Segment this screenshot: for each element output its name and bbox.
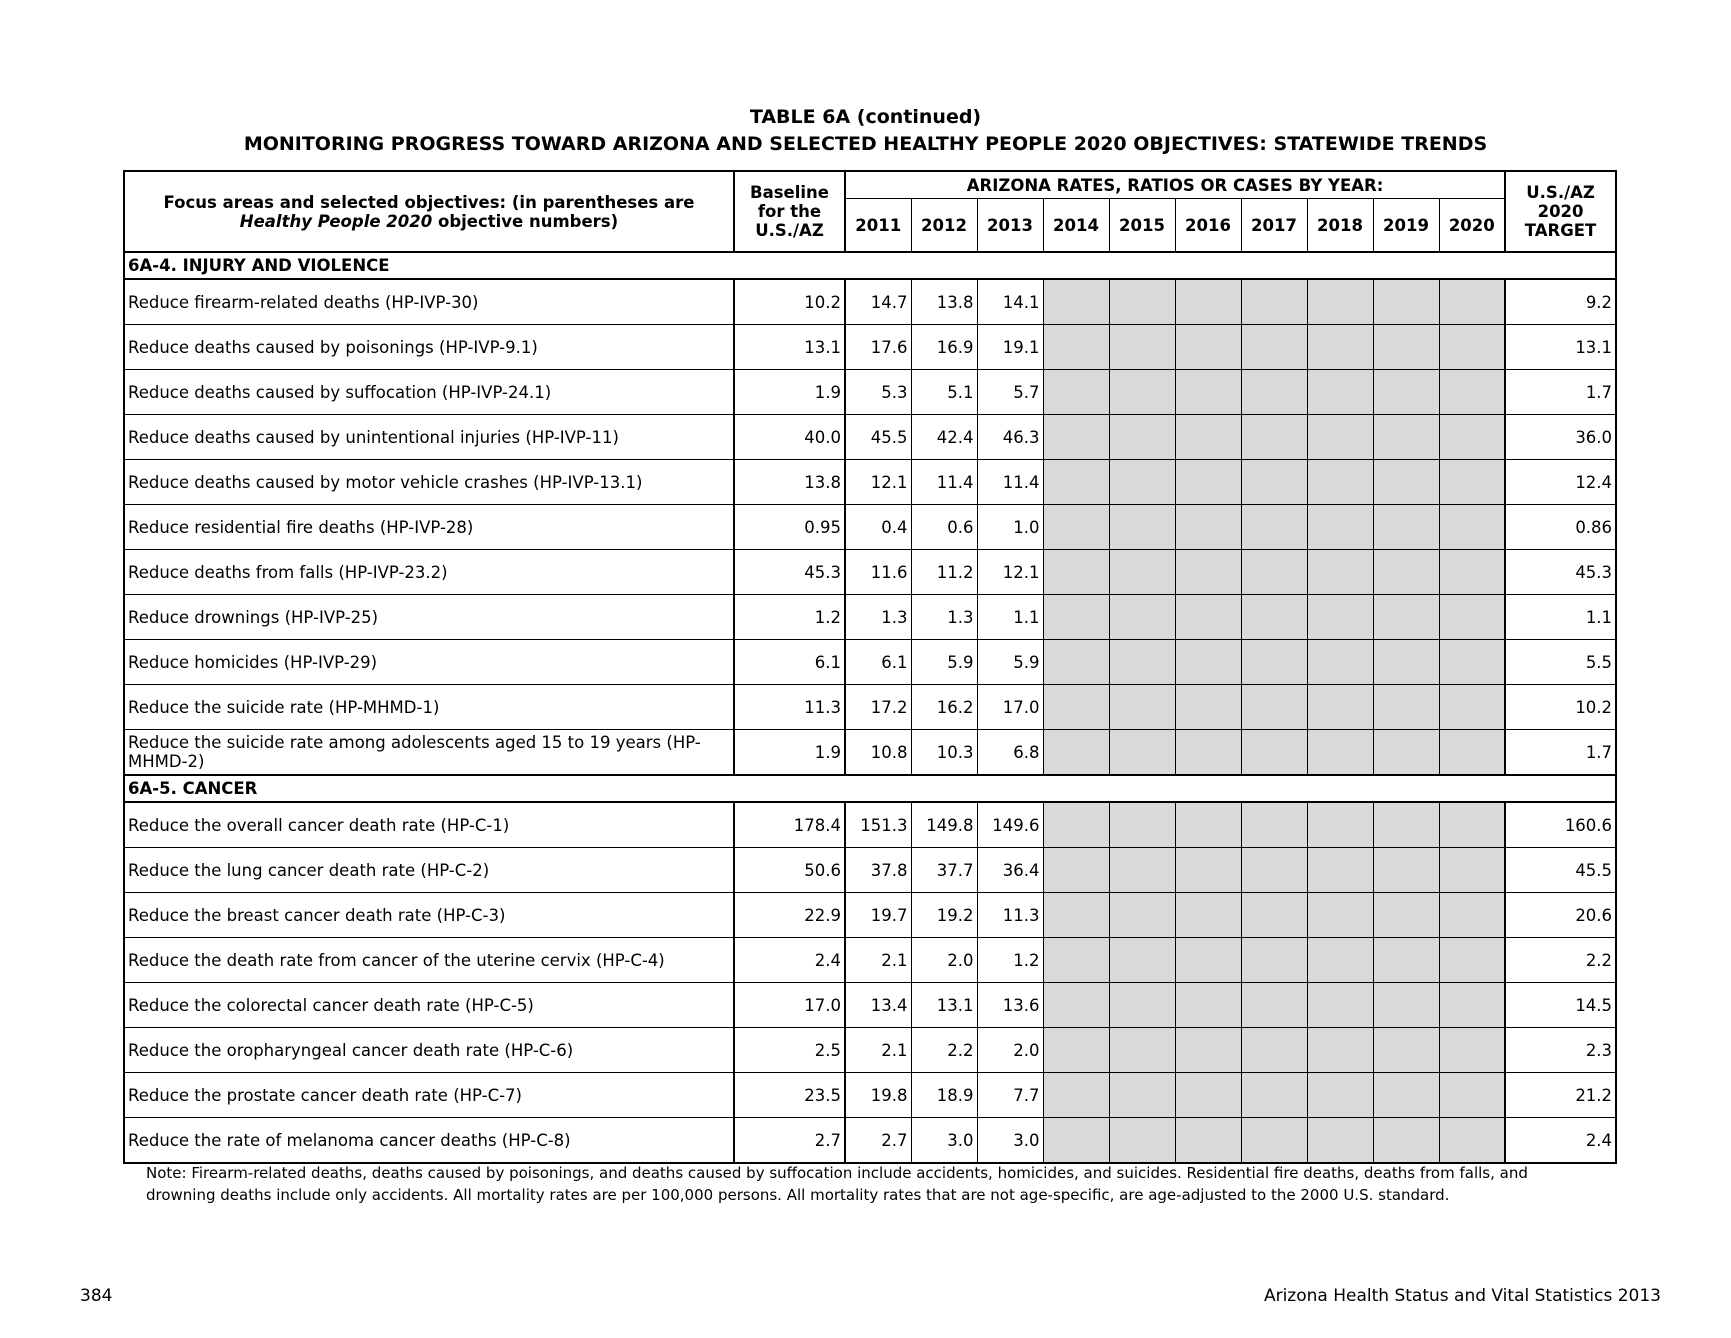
year-value-cell: 11.3 <box>977 893 1043 938</box>
year-value-cell: 2.1 <box>845 1028 911 1073</box>
empty-year-cell <box>1439 550 1505 595</box>
target-cell: 45.5 <box>1505 848 1616 893</box>
table-row <box>124 848 1616 893</box>
target-cell: 45.3 <box>1505 550 1616 595</box>
year-value-cell: 37.8 <box>845 848 911 893</box>
objectives-table <box>123 170 1617 1164</box>
empty-year-cell <box>1175 1028 1241 1073</box>
empty-year-cell <box>1439 848 1505 893</box>
empty-year-cell <box>1109 279 1175 325</box>
empty-year-cell <box>1373 802 1439 848</box>
empty-year-cell <box>1109 370 1175 415</box>
year-value-cell: 16.2 <box>911 685 977 730</box>
table-note: Note: Firearm-related deaths, deaths caused by poisonings, and deaths caused by suffocation include accidents, homicides, and suicides. Residential fire deaths, deaths from falls, and drowning deaths include only accidents. All mortality rates are per 100,000 persons. All mortality rates that are not age-specific, are age-adjusted to the 2000 U.S. standard. <box>146 1164 1528 1204</box>
baseline-cell: 2.4 <box>734 938 845 983</box>
baseline-cell: 40.0 <box>734 415 845 460</box>
baseline-cell: 45.3 <box>734 550 845 595</box>
target-cell: 36.0 <box>1505 415 1616 460</box>
empty-year-cell <box>1241 1073 1307 1118</box>
empty-year-cell <box>1241 938 1307 983</box>
year-value-cell: 19.1 <box>977 325 1043 370</box>
table-row <box>124 1028 1616 1073</box>
empty-year-cell <box>1043 848 1109 893</box>
empty-year-cell <box>1307 1118 1373 1164</box>
objective-cell: Reduce deaths caused by suffocation (HP-IVP-24.1) <box>124 370 734 415</box>
empty-year-cell <box>1043 893 1109 938</box>
empty-year-cell <box>1109 1028 1175 1073</box>
empty-year-cell <box>1109 685 1175 730</box>
empty-year-cell <box>1373 983 1439 1028</box>
table-row <box>124 415 1616 460</box>
empty-year-cell <box>1307 983 1373 1028</box>
table-row <box>124 505 1616 550</box>
section-header-row <box>124 775 1616 802</box>
empty-year-cell <box>1307 1028 1373 1073</box>
year-value-cell: 1.2 <box>977 938 1043 983</box>
empty-year-cell <box>1175 730 1241 776</box>
empty-year-cell <box>1307 415 1373 460</box>
empty-year-cell <box>1373 279 1439 325</box>
empty-year-cell <box>1043 415 1109 460</box>
baseline-cell: 1.2 <box>734 595 845 640</box>
baseline-cell: 17.0 <box>734 983 845 1028</box>
empty-year-cell <box>1439 595 1505 640</box>
empty-year-cell <box>1241 325 1307 370</box>
target-cell: 2.2 <box>1505 938 1616 983</box>
year-header: 2019 <box>1373 199 1439 253</box>
empty-year-cell <box>1373 1118 1439 1164</box>
baseline-cell: 2.7 <box>734 1118 845 1164</box>
empty-year-cell <box>1241 893 1307 938</box>
empty-year-cell <box>1109 640 1175 685</box>
empty-year-cell <box>1307 595 1373 640</box>
year-value-cell: 5.3 <box>845 370 911 415</box>
empty-year-cell <box>1109 505 1175 550</box>
baseline-cell: 50.6 <box>734 848 845 893</box>
year-value-cell: 2.1 <box>845 938 911 983</box>
objective-cell: Reduce the rate of melanoma cancer deaths (HP-C-8) <box>124 1118 734 1164</box>
empty-year-cell <box>1373 730 1439 776</box>
table-row <box>124 983 1616 1028</box>
year-value-cell: 10.8 <box>845 730 911 776</box>
empty-year-cell <box>1241 595 1307 640</box>
objective-cell: Reduce the oropharyngeal cancer death rate (HP-C-6) <box>124 1028 734 1073</box>
empty-year-cell <box>1175 685 1241 730</box>
arizona-rates-header: ARIZONA RATES, RATIOS OR CASES BY YEAR: <box>845 171 1505 199</box>
objective-cell: Reduce the suicide rate among adolescents aged 15 to 19 years (HP-MHMD-2) <box>124 730 734 776</box>
table-row <box>124 1118 1616 1164</box>
year-value-cell: 14.1 <box>977 279 1043 325</box>
table-title: TABLE 6A (continued) <box>749 106 982 128</box>
table-row <box>124 938 1616 983</box>
year-value-cell: 16.9 <box>911 325 977 370</box>
empty-year-cell <box>1439 279 1505 325</box>
empty-year-cell <box>1175 893 1241 938</box>
objective-cell: Reduce firearm-related deaths (HP-IVP-30) <box>124 279 734 325</box>
empty-year-cell <box>1241 370 1307 415</box>
year-value-cell: 1.3 <box>911 595 977 640</box>
year-header: 2013 <box>977 199 1043 253</box>
empty-year-cell <box>1175 640 1241 685</box>
empty-year-cell <box>1109 893 1175 938</box>
table-row <box>124 370 1616 415</box>
empty-year-cell <box>1043 279 1109 325</box>
year-value-cell: 149.8 <box>911 802 977 848</box>
empty-year-cell <box>1373 1073 1439 1118</box>
empty-year-cell <box>1043 595 1109 640</box>
empty-year-cell <box>1307 640 1373 685</box>
empty-year-cell <box>1439 460 1505 505</box>
year-value-cell: 5.1 <box>911 370 977 415</box>
empty-year-cell <box>1439 640 1505 685</box>
empty-year-cell <box>1307 325 1373 370</box>
empty-year-cell <box>1439 415 1505 460</box>
target-cell: 0.86 <box>1505 505 1616 550</box>
empty-year-cell <box>1241 640 1307 685</box>
year-value-cell: 13.4 <box>845 983 911 1028</box>
year-value-cell: 19.8 <box>845 1073 911 1118</box>
empty-year-cell <box>1373 325 1439 370</box>
empty-year-cell <box>1307 1073 1373 1118</box>
target-cell: 10.2 <box>1505 685 1616 730</box>
empty-year-cell <box>1175 802 1241 848</box>
year-value-cell: 1.3 <box>845 595 911 640</box>
empty-year-cell <box>1043 505 1109 550</box>
section-title: 6A-5. CANCER <box>124 775 1616 802</box>
target-cell: 2.4 <box>1505 1118 1616 1164</box>
year-value-cell: 0.4 <box>845 505 911 550</box>
objective-cell: Reduce deaths caused by poisonings (HP-IVP-9.1) <box>124 325 734 370</box>
year-value-cell: 11.4 <box>911 460 977 505</box>
footer-title: Arizona Health Status and Vital Statistics 2013 <box>1263 1286 1661 1306</box>
empty-year-cell <box>1373 550 1439 595</box>
empty-year-cell <box>1175 848 1241 893</box>
empty-year-cell <box>1043 802 1109 848</box>
year-value-cell: 5.9 <box>911 640 977 685</box>
empty-year-cell <box>1373 595 1439 640</box>
year-value-cell: 151.3 <box>845 802 911 848</box>
year-value-cell: 3.0 <box>911 1118 977 1164</box>
empty-year-cell <box>1175 1118 1241 1164</box>
year-value-cell: 36.4 <box>977 848 1043 893</box>
empty-year-cell <box>1241 983 1307 1028</box>
empty-year-cell <box>1043 370 1109 415</box>
year-header: 2015 <box>1109 199 1175 253</box>
empty-year-cell <box>1043 460 1109 505</box>
section-title: 6A-4. INJURY AND VIOLENCE <box>124 252 1616 279</box>
empty-year-cell <box>1439 730 1505 776</box>
year-value-cell: 2.0 <box>911 938 977 983</box>
empty-year-cell <box>1109 460 1175 505</box>
year-header: 2018 <box>1307 199 1373 253</box>
objective-cell: Reduce residential fire deaths (HP-IVP-28) <box>124 505 734 550</box>
table-row <box>124 460 1616 505</box>
objective-cell: Reduce the death rate from cancer of the uterine cervix (HP-C-4) <box>124 938 734 983</box>
empty-year-cell <box>1175 938 1241 983</box>
empty-year-cell <box>1175 279 1241 325</box>
empty-year-cell <box>1109 550 1175 595</box>
year-value-cell: 14.7 <box>845 279 911 325</box>
empty-year-cell <box>1241 1118 1307 1164</box>
empty-year-cell <box>1241 848 1307 893</box>
year-value-cell: 3.0 <box>977 1118 1043 1164</box>
objective-cell: Reduce the breast cancer death rate (HP-C-3) <box>124 893 734 938</box>
year-value-cell: 11.4 <box>977 460 1043 505</box>
empty-year-cell <box>1241 730 1307 776</box>
table-row <box>124 640 1616 685</box>
year-value-cell: 13.6 <box>977 983 1043 1028</box>
target-cell: 13.1 <box>1505 325 1616 370</box>
table-row <box>124 595 1616 640</box>
objective-cell: Reduce deaths caused by unintentional injuries (HP-IVP-11) <box>124 415 734 460</box>
target-cell: 9.2 <box>1505 279 1616 325</box>
table-row <box>124 730 1616 776</box>
empty-year-cell <box>1043 938 1109 983</box>
baseline-cell: 22.9 <box>734 893 845 938</box>
baseline-cell: 23.5 <box>734 1073 845 1118</box>
year-value-cell: 19.7 <box>845 893 911 938</box>
empty-year-cell <box>1109 595 1175 640</box>
empty-year-cell <box>1307 550 1373 595</box>
objective-cell: Reduce the overall cancer death rate (HP-C-1) <box>124 802 734 848</box>
empty-year-cell <box>1439 1073 1505 1118</box>
empty-year-cell <box>1439 505 1505 550</box>
empty-year-cell <box>1439 1028 1505 1073</box>
target-cell: 14.5 <box>1505 983 1616 1028</box>
empty-year-cell <box>1043 1028 1109 1073</box>
empty-year-cell <box>1241 802 1307 848</box>
empty-year-cell <box>1043 640 1109 685</box>
table-row <box>124 325 1616 370</box>
baseline-cell: 1.9 <box>734 370 845 415</box>
baseline-cell: 13.8 <box>734 460 845 505</box>
empty-year-cell <box>1043 685 1109 730</box>
empty-year-cell <box>1109 983 1175 1028</box>
objective-cell: Reduce the colorectal cancer death rate (HP-C-5) <box>124 983 734 1028</box>
year-value-cell: 11.6 <box>845 550 911 595</box>
empty-year-cell <box>1241 550 1307 595</box>
empty-year-cell <box>1307 730 1373 776</box>
empty-year-cell <box>1439 325 1505 370</box>
empty-year-cell <box>1043 730 1109 776</box>
objective-cell: Reduce the prostate cancer death rate (HP-C-7) <box>124 1073 734 1118</box>
empty-year-cell <box>1109 325 1175 370</box>
empty-year-cell <box>1043 1118 1109 1164</box>
baseline-cell: 2.5 <box>734 1028 845 1073</box>
objective-cell: Reduce deaths caused by motor vehicle crashes (HP-IVP-13.1) <box>124 460 734 505</box>
year-value-cell: 7.7 <box>977 1073 1043 1118</box>
empty-year-cell <box>1307 802 1373 848</box>
target-cell: 160.6 <box>1505 802 1616 848</box>
target-cell: 12.4 <box>1505 460 1616 505</box>
empty-year-cell <box>1175 983 1241 1028</box>
year-value-cell: 1.0 <box>977 505 1043 550</box>
year-value-cell: 17.0 <box>977 685 1043 730</box>
baseline-cell: 11.3 <box>734 685 845 730</box>
empty-year-cell <box>1307 685 1373 730</box>
empty-year-cell <box>1373 893 1439 938</box>
year-header: 2016 <box>1175 199 1241 253</box>
empty-year-cell <box>1109 730 1175 776</box>
target-cell: 21.2 <box>1505 1073 1616 1118</box>
objective-cell: Reduce deaths from falls (HP-IVP-23.2) <box>124 550 734 595</box>
baseline-cell: 178.4 <box>734 802 845 848</box>
year-value-cell: 17.6 <box>845 325 911 370</box>
year-value-cell: 12.1 <box>845 460 911 505</box>
empty-year-cell <box>1109 1073 1175 1118</box>
focus-areas-header: Focus areas and selected objectives: (in parentheses are Healthy People 2020 objective numbers) <box>124 171 734 252</box>
empty-year-cell <box>1241 505 1307 550</box>
table-row <box>124 893 1616 938</box>
empty-year-cell <box>1439 983 1505 1028</box>
empty-year-cell <box>1439 1118 1505 1164</box>
year-value-cell: 6.1 <box>845 640 911 685</box>
empty-year-cell <box>1373 415 1439 460</box>
year-value-cell: 1.1 <box>977 595 1043 640</box>
empty-year-cell <box>1109 938 1175 983</box>
target-cell: 2.3 <box>1505 1028 1616 1073</box>
baseline-cell: 13.1 <box>734 325 845 370</box>
empty-year-cell <box>1241 685 1307 730</box>
table-subtitle: MONITORING PROGRESS TOWARD ARIZONA AND SELECTED HEALTHY PEOPLE 2020 OBJECTIVES: STATEWIDE TRENDS <box>243 133 1488 155</box>
page-number: 384 <box>80 1286 113 1306</box>
empty-year-cell <box>1043 550 1109 595</box>
year-header: 2017 <box>1241 199 1307 253</box>
empty-year-cell <box>1307 279 1373 325</box>
empty-year-cell <box>1043 983 1109 1028</box>
objective-cell: Reduce the suicide rate (HP-MHMD-1) <box>124 685 734 730</box>
target-header: U.S./AZ 2020 TARGET <box>1505 171 1616 252</box>
year-value-cell: 6.8 <box>977 730 1043 776</box>
target-cell: 1.7 <box>1505 730 1616 776</box>
table-row <box>124 802 1616 848</box>
empty-year-cell <box>1109 415 1175 460</box>
year-value-cell: 19.2 <box>911 893 977 938</box>
empty-year-cell <box>1175 325 1241 370</box>
empty-year-cell <box>1307 848 1373 893</box>
year-value-cell: 13.1 <box>911 983 977 1028</box>
empty-year-cell <box>1175 1073 1241 1118</box>
empty-year-cell <box>1175 505 1241 550</box>
table-row <box>124 550 1616 595</box>
empty-year-cell <box>1439 370 1505 415</box>
empty-year-cell <box>1373 848 1439 893</box>
year-value-cell: 17.2 <box>845 685 911 730</box>
year-value-cell: 37.7 <box>911 848 977 893</box>
empty-year-cell <box>1373 938 1439 983</box>
year-header: 2020 <box>1439 199 1505 253</box>
empty-year-cell <box>1109 1118 1175 1164</box>
empty-year-cell <box>1109 802 1175 848</box>
empty-year-cell <box>1439 802 1505 848</box>
target-cell: 20.6 <box>1505 893 1616 938</box>
empty-year-cell <box>1307 505 1373 550</box>
year-value-cell: 46.3 <box>977 415 1043 460</box>
objective-cell: Reduce homicides (HP-IVP-29) <box>124 640 734 685</box>
year-value-cell: 45.5 <box>845 415 911 460</box>
year-value-cell: 42.4 <box>911 415 977 460</box>
year-header: 2014 <box>1043 199 1109 253</box>
year-value-cell: 11.2 <box>911 550 977 595</box>
year-value-cell: 0.6 <box>911 505 977 550</box>
year-value-cell: 2.2 <box>911 1028 977 1073</box>
empty-year-cell <box>1175 595 1241 640</box>
baseline-cell: 0.95 <box>734 505 845 550</box>
empty-year-cell <box>1439 685 1505 730</box>
empty-year-cell <box>1109 848 1175 893</box>
empty-year-cell <box>1373 370 1439 415</box>
empty-year-cell <box>1307 460 1373 505</box>
year-value-cell: 5.7 <box>977 370 1043 415</box>
year-value-cell: 2.7 <box>845 1118 911 1164</box>
year-value-cell: 149.6 <box>977 802 1043 848</box>
empty-year-cell <box>1241 1028 1307 1073</box>
baseline-cell: 10.2 <box>734 279 845 325</box>
table-row <box>124 279 1616 325</box>
empty-year-cell <box>1175 370 1241 415</box>
empty-year-cell <box>1307 893 1373 938</box>
year-value-cell: 12.1 <box>977 550 1043 595</box>
section-header-row <box>124 252 1616 279</box>
table-row <box>124 685 1616 730</box>
year-header: 2011 <box>845 199 911 253</box>
target-cell: 5.5 <box>1505 640 1616 685</box>
table-row <box>124 1073 1616 1118</box>
empty-year-cell <box>1241 279 1307 325</box>
empty-year-cell <box>1175 550 1241 595</box>
empty-year-cell <box>1043 1073 1109 1118</box>
empty-year-cell <box>1175 415 1241 460</box>
baseline-cell: 1.9 <box>734 730 845 776</box>
empty-year-cell <box>1241 460 1307 505</box>
objective-cell: Reduce drownings (HP-IVP-25) <box>124 595 734 640</box>
baseline-cell: 6.1 <box>734 640 845 685</box>
empty-year-cell <box>1373 460 1439 505</box>
empty-year-cell <box>1307 938 1373 983</box>
empty-year-cell <box>1373 1028 1439 1073</box>
empty-year-cell <box>1439 893 1505 938</box>
target-cell: 1.1 <box>1505 595 1616 640</box>
empty-year-cell <box>1307 370 1373 415</box>
empty-year-cell <box>1373 685 1439 730</box>
empty-year-cell <box>1175 460 1241 505</box>
empty-year-cell <box>1241 415 1307 460</box>
year-header: 2012 <box>911 199 977 253</box>
year-value-cell: 13.8 <box>911 279 977 325</box>
year-value-cell: 5.9 <box>977 640 1043 685</box>
year-value-cell: 2.0 <box>977 1028 1043 1073</box>
objective-cell: Reduce the lung cancer death rate (HP-C-2) <box>124 848 734 893</box>
empty-year-cell <box>1373 505 1439 550</box>
empty-year-cell <box>1439 938 1505 983</box>
year-value-cell: 18.9 <box>911 1073 977 1118</box>
empty-year-cell <box>1043 325 1109 370</box>
empty-year-cell <box>1373 640 1439 685</box>
baseline-header: Baseline for the U.S./AZ <box>734 171 845 252</box>
year-value-cell: 10.3 <box>911 730 977 776</box>
target-cell: 1.7 <box>1505 370 1616 415</box>
